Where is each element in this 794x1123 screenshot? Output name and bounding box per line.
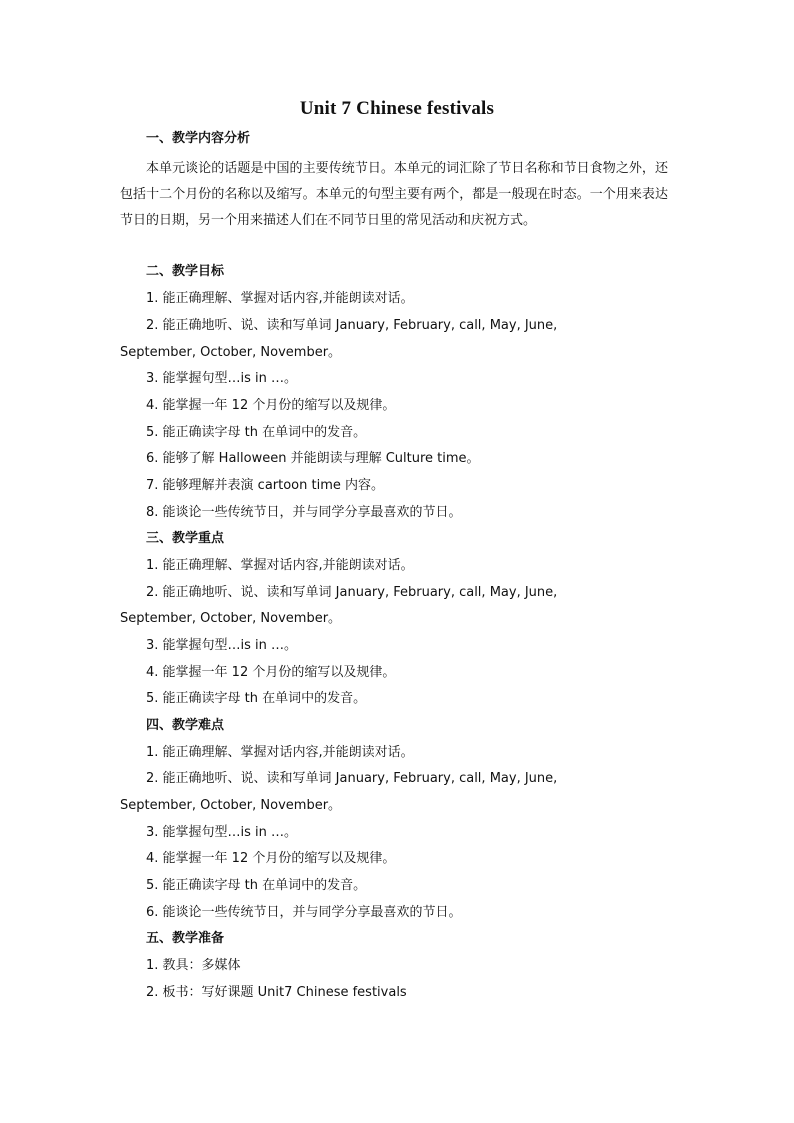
list-item: 1. 能正确理解、掌握对话内容,并能朗读对话。 [146, 558, 414, 573]
list-item: 2. 能正确地听、说、读和写单词 January, February, call, May, June, [146, 318, 558, 333]
section-paragraph-content-analysis: 本单元谈论的话题是中国的主要传统节日。本单元的词汇除了节日名称和节日食物之外，还包括十二个月份的名称以及缩写。本单元的句型主要有两个，都是一般现在时态。一个用来表达节日的日期，另一个用来描述人们在不同节日里的常见活动和庆祝方式。 [120, 161, 668, 228]
list-item: 8. 能谈论一些传统节日，并与同学分享最喜欢的节日。 [146, 505, 462, 520]
section-heading-teaching-goals: 二、教学目标 [146, 264, 225, 279]
section-heading-key-points: 三、教学重点 [146, 531, 225, 546]
list-item: 5. 能正确读字母 th 在单词中的发音。 [146, 425, 367, 440]
list-item: 2. 板书：写好课题 Unit7 Chinese festivals [146, 985, 407, 1000]
list-item: 1. 能正确理解、掌握对话内容,并能朗读对话。 [146, 745, 414, 760]
section-heading-content-analysis: 一、教学内容分析 [146, 131, 251, 146]
list-item: 2. 能正确地听、说、读和写单词 January, February, call, May, June, [146, 585, 558, 600]
list-item: 2. 能正确地听、说、读和写单词 January, February, call, May, June, [146, 771, 558, 786]
list-item: 1. 教具：多媒体 [146, 958, 241, 973]
list-item-continuation: September, October, November。 [120, 345, 342, 360]
list-item: 3. 能掌握句型…is in …。 [146, 825, 298, 840]
list-item: 5. 能正确读字母 th 在单词中的发音。 [146, 691, 367, 706]
list-item: 4. 能掌握一年 12 个月份的缩写以及规律。 [146, 398, 396, 413]
document-title: Unit 7 Chinese festivals [299, 98, 495, 119]
list-item: 1. 能正确理解、掌握对话内容,并能朗读对话。 [146, 291, 414, 306]
list-item: 4. 能掌握一年 12 个月份的缩写以及规律。 [146, 851, 396, 866]
list-item: 3. 能掌握句型…is in …。 [146, 638, 298, 653]
list-item: 6. 能谈论一些传统节日，并与同学分享最喜欢的节日。 [146, 905, 462, 920]
list-item: 3. 能掌握句型…is in …。 [146, 371, 298, 386]
section-heading-preparation: 五、教学准备 [146, 931, 225, 946]
list-item: 6. 能够了解 Halloween 并能朗读与理解 Culture time。 [146, 451, 480, 466]
list-item-continuation: September, October, November。 [120, 611, 342, 626]
list-item-continuation: September, October, November。 [120, 798, 342, 813]
section-heading-difficulties: 四、教学难点 [146, 718, 225, 733]
list-item: 4. 能掌握一年 12 个月份的缩写以及规律。 [146, 665, 396, 680]
list-item: 7. 能够理解并表演 cartoon time 内容。 [146, 478, 385, 493]
list-item: 5. 能正确读字母 th 在单词中的发音。 [146, 878, 367, 893]
